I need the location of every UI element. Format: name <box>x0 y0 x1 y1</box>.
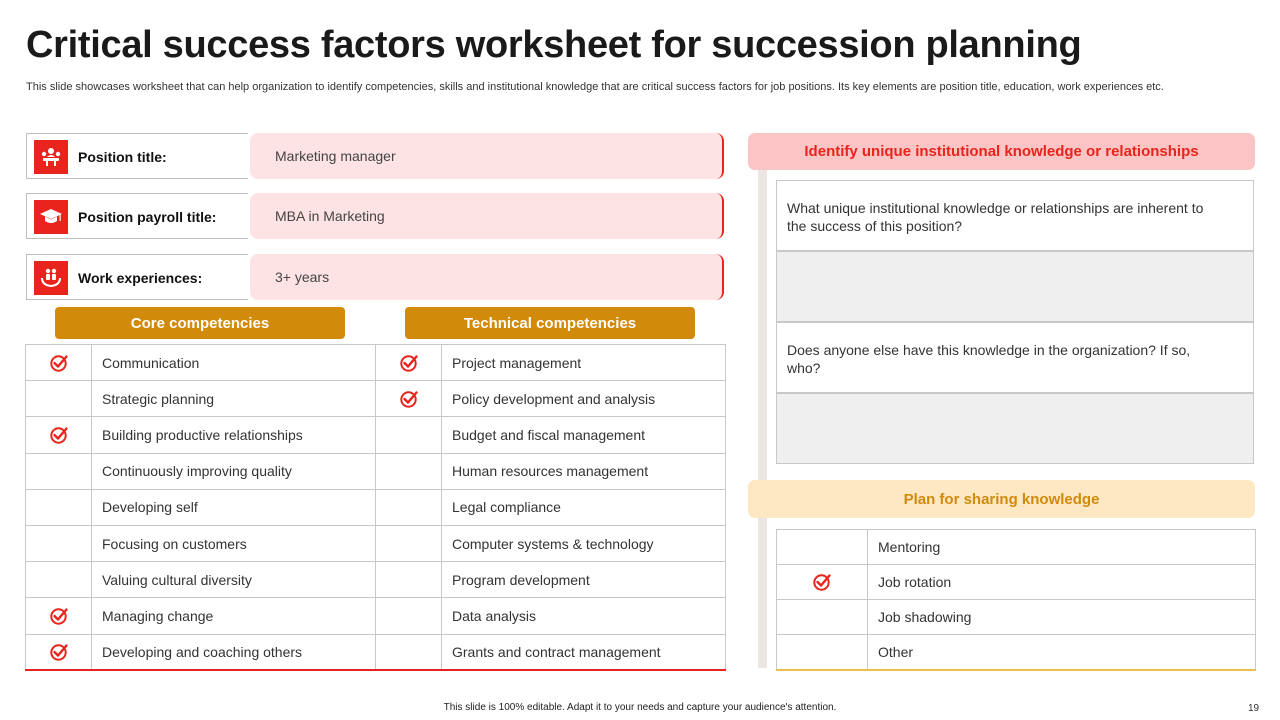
answer-field-1[interactable] <box>776 251 1254 322</box>
core-competency-label: Managing change <box>92 598 376 634</box>
core-checkbox-cell[interactable] <box>26 381 92 417</box>
table-row <box>26 598 726 634</box>
question-1: What unique institutional knowledge or relationships are inherent to the success of this position? <box>776 180 1254 251</box>
info-label: Position title: <box>78 149 167 165</box>
core-checkbox-cell[interactable] <box>26 453 92 489</box>
sharing-checkbox-cell[interactable] <box>777 530 868 565</box>
sharing-option-label: Mentoring <box>868 530 1256 565</box>
tech-competency-label: Grants and contract management <box>442 634 726 670</box>
hands-people-icon <box>34 261 68 295</box>
tech-checkbox-cell[interactable] <box>376 598 442 634</box>
core-competency-label: Strategic planning <box>92 381 376 417</box>
table-row <box>26 562 726 598</box>
table-row <box>26 417 726 453</box>
table-row <box>777 600 1256 635</box>
check-circle-icon <box>49 353 69 369</box>
table-row <box>26 345 726 381</box>
tech-checkbox-cell[interactable] <box>376 381 442 417</box>
check-circle-icon <box>49 426 69 442</box>
technical-competencies-header: Technical competencies <box>405 307 695 339</box>
core-checkbox-cell[interactable] <box>26 598 92 634</box>
institutional-knowledge-header: Identify unique institutional knowledge or relationships <box>748 133 1255 170</box>
info-label-box <box>26 133 248 179</box>
answer-field-2[interactable] <box>776 393 1254 464</box>
info-label: Position payroll title: <box>78 209 217 225</box>
info-label: Work experiences: <box>78 270 203 286</box>
core-checkbox-cell[interactable] <box>26 634 92 670</box>
tech-competency-label: Computer systems & technology <box>442 525 726 561</box>
sharing-option-label: Other <box>868 635 1256 670</box>
table-row <box>26 634 726 670</box>
sharing-checkbox-cell[interactable] <box>777 600 868 635</box>
sharing-options-table <box>776 529 1256 671</box>
tech-checkbox-cell[interactable] <box>376 489 442 525</box>
tech-checkbox-cell[interactable] <box>376 417 442 453</box>
core-checkbox-cell[interactable] <box>26 345 92 381</box>
info-label-box <box>26 254 248 300</box>
tech-competency-label: Human resources management <box>442 453 726 489</box>
core-competencies-header: Core competencies <box>55 307 345 339</box>
tech-checkbox-cell[interactable] <box>376 562 442 598</box>
tech-checkbox-cell[interactable] <box>376 345 442 381</box>
sharing-option-label: Job rotation <box>868 565 1256 600</box>
page-title: Critical success factors worksheet for succession planning <box>26 24 1082 66</box>
tech-competency-label: Policy development and analysis <box>442 381 726 417</box>
info-value: 3+ years <box>275 269 330 285</box>
info-row-work-experiences <box>26 254 726 300</box>
check-circle-icon <box>49 607 69 623</box>
competencies-table <box>25 344 726 671</box>
tech-competency-label: Program development <box>442 562 726 598</box>
footer-note: This slide is 100% editable. Adapt it to your needs and capture your audience's attention. <box>443 702 837 713</box>
check-circle-icon <box>399 389 419 405</box>
table-row <box>26 453 726 489</box>
core-competency-label: Developing and coaching others <box>92 634 376 670</box>
question-2: Does anyone else have this knowledge in the organization? If so, who? <box>776 322 1254 393</box>
info-value-field[interactable] <box>250 193 724 239</box>
table-row <box>777 530 1256 565</box>
tech-competency-label: Legal compliance <box>442 489 726 525</box>
tech-checkbox-cell[interactable] <box>376 453 442 489</box>
divider-bar <box>758 170 767 668</box>
core-competency-label: Developing self <box>92 489 376 525</box>
info-value-field[interactable] <box>250 133 724 179</box>
team-meeting-icon <box>34 140 68 174</box>
table-row <box>26 525 726 561</box>
check-circle-icon <box>812 573 832 589</box>
table-row <box>777 635 1256 670</box>
core-checkbox-cell[interactable] <box>26 417 92 453</box>
core-competency-label: Focusing on customers <box>92 525 376 561</box>
tech-checkbox-cell[interactable] <box>376 525 442 561</box>
info-row-payroll-title <box>26 193 726 239</box>
sharing-checkbox-cell[interactable] <box>777 565 868 600</box>
core-checkbox-cell[interactable] <box>26 489 92 525</box>
tech-competency-label: Project management <box>442 345 726 381</box>
graduation-cap-icon <box>34 200 68 234</box>
check-circle-icon <box>399 353 419 369</box>
sharing-option-label: Job shadowing <box>868 600 1256 635</box>
table-row <box>26 381 726 417</box>
info-value: Marketing manager <box>275 148 396 164</box>
tech-checkbox-cell[interactable] <box>376 634 442 670</box>
tech-competency-label: Data analysis <box>442 598 726 634</box>
core-competency-label: Communication <box>92 345 376 381</box>
sharing-checkbox-cell[interactable] <box>777 635 868 670</box>
core-competency-label: Valuing cultural diversity <box>92 562 376 598</box>
info-value-field[interactable] <box>250 254 724 300</box>
check-circle-icon <box>49 643 69 659</box>
table-row <box>26 489 726 525</box>
page-subtitle: This slide showcases worksheet that can help organization to identify competencies, skills and institutional knowledge that are critical success factors for job positions. Its key elements are position title, education, work experiences etc. <box>26 81 1164 93</box>
info-value: MBA in Marketing <box>275 208 385 224</box>
core-competency-label: Building productive relationships <box>92 417 376 453</box>
core-checkbox-cell[interactable] <box>26 525 92 561</box>
core-checkbox-cell[interactable] <box>26 562 92 598</box>
info-label-box <box>26 193 248 239</box>
page-number: 19 <box>1248 703 1260 714</box>
table-row <box>777 565 1256 600</box>
info-row-position-title <box>26 133 726 179</box>
sharing-knowledge-header: Plan for sharing knowledge <box>748 480 1255 518</box>
tech-competency-label: Budget and fiscal management <box>442 417 726 453</box>
core-competency-label: Continuously improving quality <box>92 453 376 489</box>
